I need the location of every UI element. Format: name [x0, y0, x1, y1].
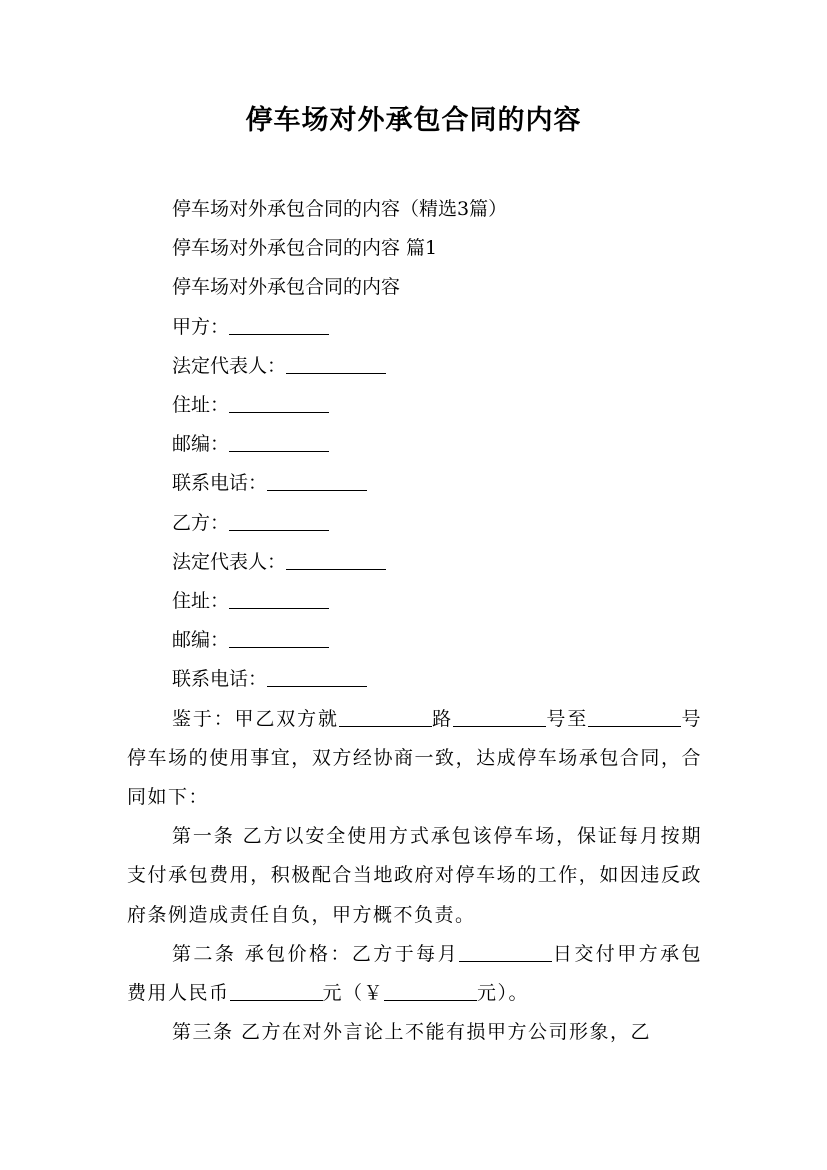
party-a-phone-line [127, 464, 702, 503]
party-a-postcode-line [127, 425, 702, 464]
party-a-phone-label: 联系电话： [172, 472, 268, 495]
party-a-address-blank [229, 393, 329, 413]
party-b-address-line [127, 582, 702, 621]
party-a-address-line [127, 386, 702, 425]
party-a-rep-label: 法定代表人： [172, 354, 287, 377]
party-a-address-label: 住址： [172, 394, 230, 417]
party-b-blank [229, 511, 329, 531]
article-2-text-3: 元（￥ [322, 982, 385, 1005]
amount-words-blank [230, 981, 323, 1001]
preamble-text-3: 号至 [546, 707, 589, 730]
document-title: 停车场对外承包合同的内容 [245, 105, 582, 136]
contract-heading: 停车场对外承包合同的内容 [172, 276, 401, 299]
party-a-label: 甲方： [172, 315, 230, 338]
article-2-text-2: 日交付甲方承包费用人民币 [127, 942, 702, 1005]
party-a-postcode-blank [229, 432, 329, 452]
party-a-rep-blank [286, 354, 386, 374]
party-b-phone-line [127, 660, 702, 699]
part-heading: 停车场对外承包合同的内容 篇1 [172, 237, 438, 260]
preamble-text-4: 号停车场的使用事宜，双方经协商一致，达成停车场承包合同，合同如下： [127, 707, 702, 809]
party-a-rep-line [127, 347, 702, 386]
party-b-phone-blank [267, 667, 367, 687]
article-2-text-1: 第二条 承包价格：乙方于每月 [172, 942, 459, 965]
party-a-line [127, 308, 702, 347]
document-body [127, 190, 702, 1052]
preamble-text-2: 路 [431, 707, 454, 730]
article-2 [127, 935, 702, 1013]
party-b-phone-label: 联系电话： [172, 668, 268, 691]
road-blank [339, 707, 432, 727]
party-b-rep-label: 法定代表人： [172, 550, 287, 573]
party-a-postcode-label: 邮编： [172, 433, 230, 456]
article-1: 第一条 乙方以安全使用方式承包该停车场，保证每月按期支付承包费用，积极配合当地政府对停车场的工作，如因违反政府条例造成责任自负，甲方概不负责。 [127, 825, 702, 926]
party-b-postcode-blank [229, 628, 329, 648]
party-b-label: 乙方： [172, 511, 230, 534]
party-b-rep-blank [286, 550, 386, 570]
number-from-blank [453, 707, 546, 727]
subtitle: 停车场对外承包合同的内容（精选3篇） [172, 198, 508, 220]
party-b-rep-line [127, 543, 702, 582]
party-b-address-blank [229, 589, 329, 609]
party-b-address-label: 住址： [172, 590, 230, 613]
preamble-text-1: 鉴于：甲乙双方就 [172, 707, 339, 730]
article-2-text-4: 元）。 [477, 982, 530, 1005]
payment-day-blank [459, 942, 552, 962]
preamble-paragraph [127, 700, 702, 818]
party-b-postcode-line [127, 621, 702, 660]
party-b-line [127, 504, 702, 543]
number-to-blank [588, 707, 681, 727]
amount-number-blank [384, 981, 477, 1001]
party-a-blank [229, 315, 329, 335]
party-a-phone-blank [267, 471, 367, 491]
party-b-postcode-label: 邮编： [172, 629, 230, 652]
article-3: 第三条 乙方在对外言论上不能有损甲方公司形象，乙 [172, 1021, 652, 1044]
